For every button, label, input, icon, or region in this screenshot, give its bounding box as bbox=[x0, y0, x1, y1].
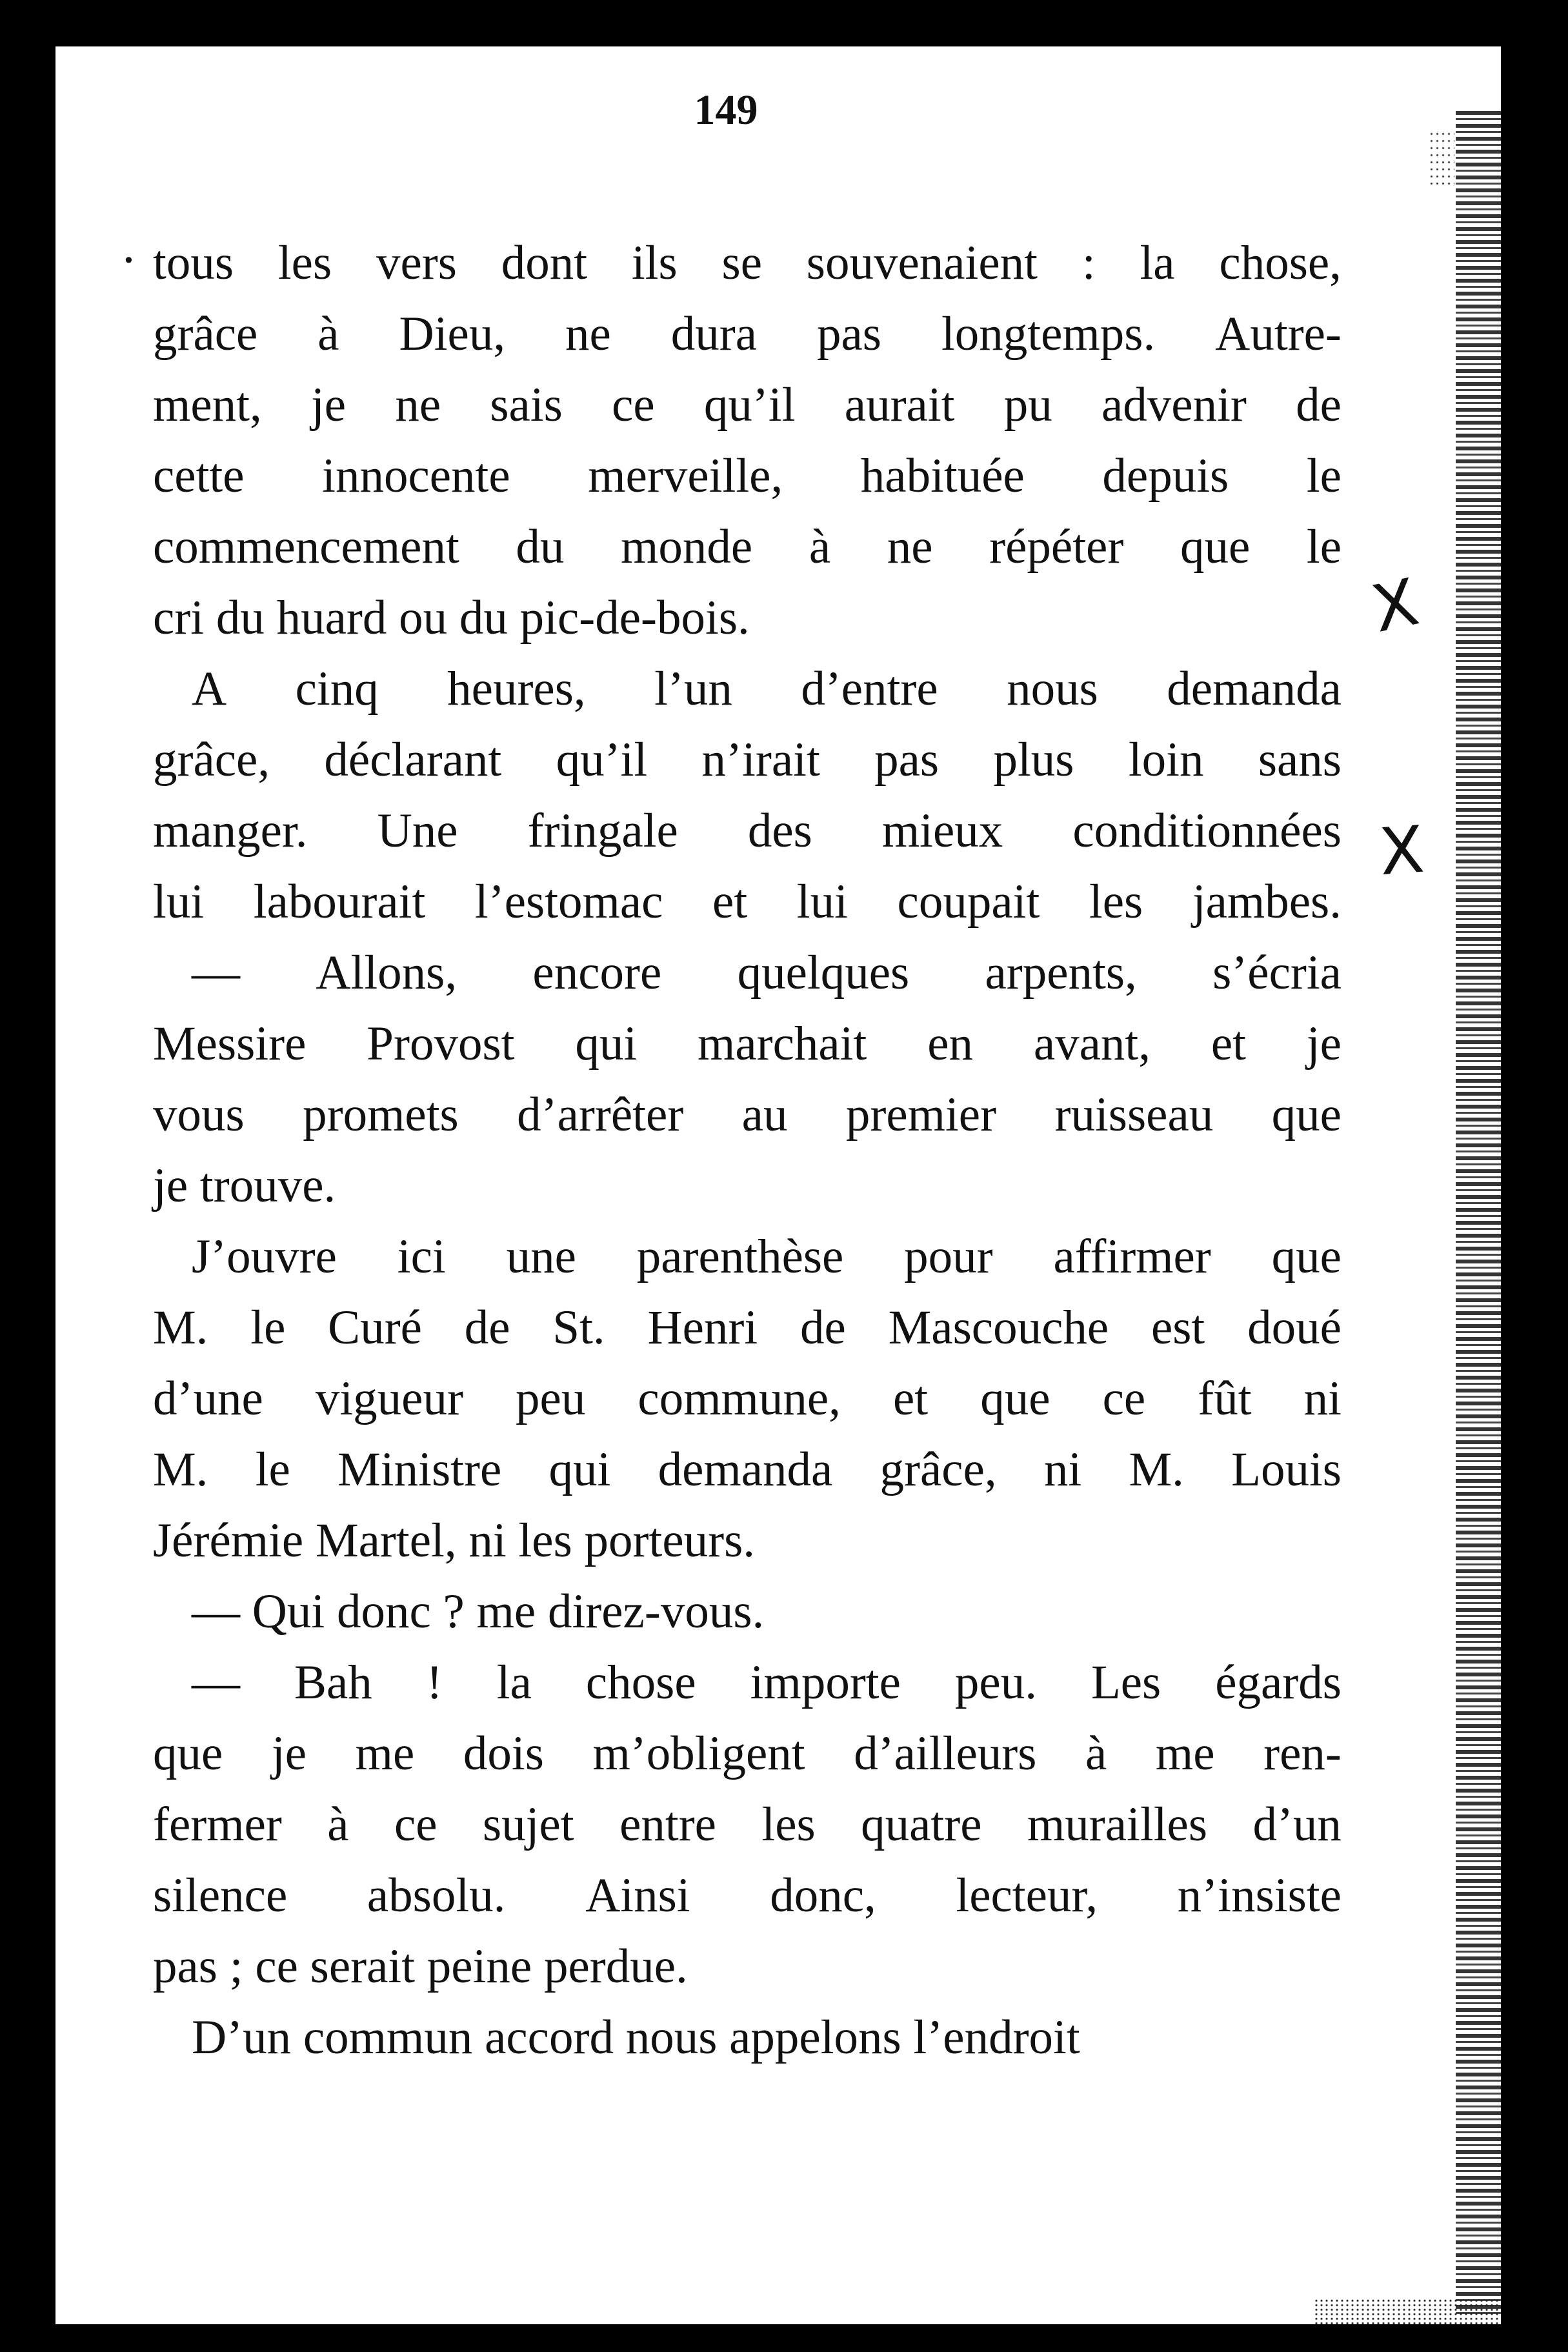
text-line: fermer à ce sujet entre les quatre murailles d’un bbox=[153, 1798, 1342, 1851]
text-line: que je me dois m’obligent d’ailleurs à me ren- bbox=[153, 1727, 1342, 1780]
text-line: — Bah ! la chose importe peu. Les égards bbox=[192, 1656, 1342, 1709]
text-line: D’un commun accord nous appelons l’endroit bbox=[192, 2011, 1080, 2064]
text-line: commencement du monde à ne répéter que le bbox=[153, 520, 1342, 574]
text-line: M. le Ministre qui demanda grâce, ni M. Louis bbox=[153, 1443, 1342, 1496]
text-line: A cinq heures, l’un d’entre nous demanda bbox=[192, 662, 1342, 716]
text-line: cri du huard ou du pic-de-bois. bbox=[153, 591, 750, 645]
text-line: lui labourait l’estomac et lui coupait les jambes. bbox=[153, 875, 1342, 929]
text-line: pas ; ce serait peine perdue. bbox=[153, 1940, 688, 1993]
margin-dot: • bbox=[123, 248, 135, 273]
page-corner-speckle bbox=[1314, 2298, 1501, 2324]
page-edge-speckle bbox=[1429, 130, 1454, 188]
text-line: cette innocente merveille, habituée depuis le bbox=[153, 449, 1342, 503]
text-line: Messire Provost qui marchait en avant, et je bbox=[153, 1017, 1342, 1070]
text-line: vous promets d’arrêter au premier ruisseau que bbox=[153, 1088, 1342, 1141]
text-line: silence absolu. Ainsi donc, lecteur, n’insiste bbox=[153, 1869, 1342, 1922]
text-line: Jérémie Martel, ni les porteurs. bbox=[153, 1514, 756, 1567]
body-text bbox=[153, 228, 1342, 2073]
text-line: d’une vigueur peu commune, et que ce fût ni bbox=[153, 1372, 1342, 1425]
text-line: J’ouvre ici une parenthèse pour affirmer que bbox=[192, 1230, 1342, 1283]
text-line: je trouve. bbox=[153, 1159, 336, 1212]
margin-cross-mark: X bbox=[1377, 811, 1427, 890]
text-line: tous les vers dont ils se souvenaient : la chose, bbox=[153, 236, 1342, 290]
text-line: — Qui donc ? me direz-vous. bbox=[192, 1585, 765, 1638]
page-number: 149 bbox=[694, 86, 758, 134]
text-line: M. le Curé de St. Henri de Mascouche est doué bbox=[153, 1301, 1342, 1354]
text-line: grâce, déclarant qu’il n’irait pas plus loin sans bbox=[153, 733, 1342, 787]
text-line: grâce à Dieu, ne dura pas longtemps. Autre- bbox=[153, 307, 1342, 361]
page-edge-shadow bbox=[1456, 111, 1501, 2318]
text-line: ment, je ne sais ce qu’il aurait pu advenir de bbox=[153, 378, 1342, 432]
margin-cross-mark: X bbox=[1365, 564, 1425, 647]
text-line: — Allons, encore quelques arpents, s’écria bbox=[192, 946, 1342, 1000]
text-line: manger. Une fringale des mieux conditionnées bbox=[153, 804, 1342, 858]
